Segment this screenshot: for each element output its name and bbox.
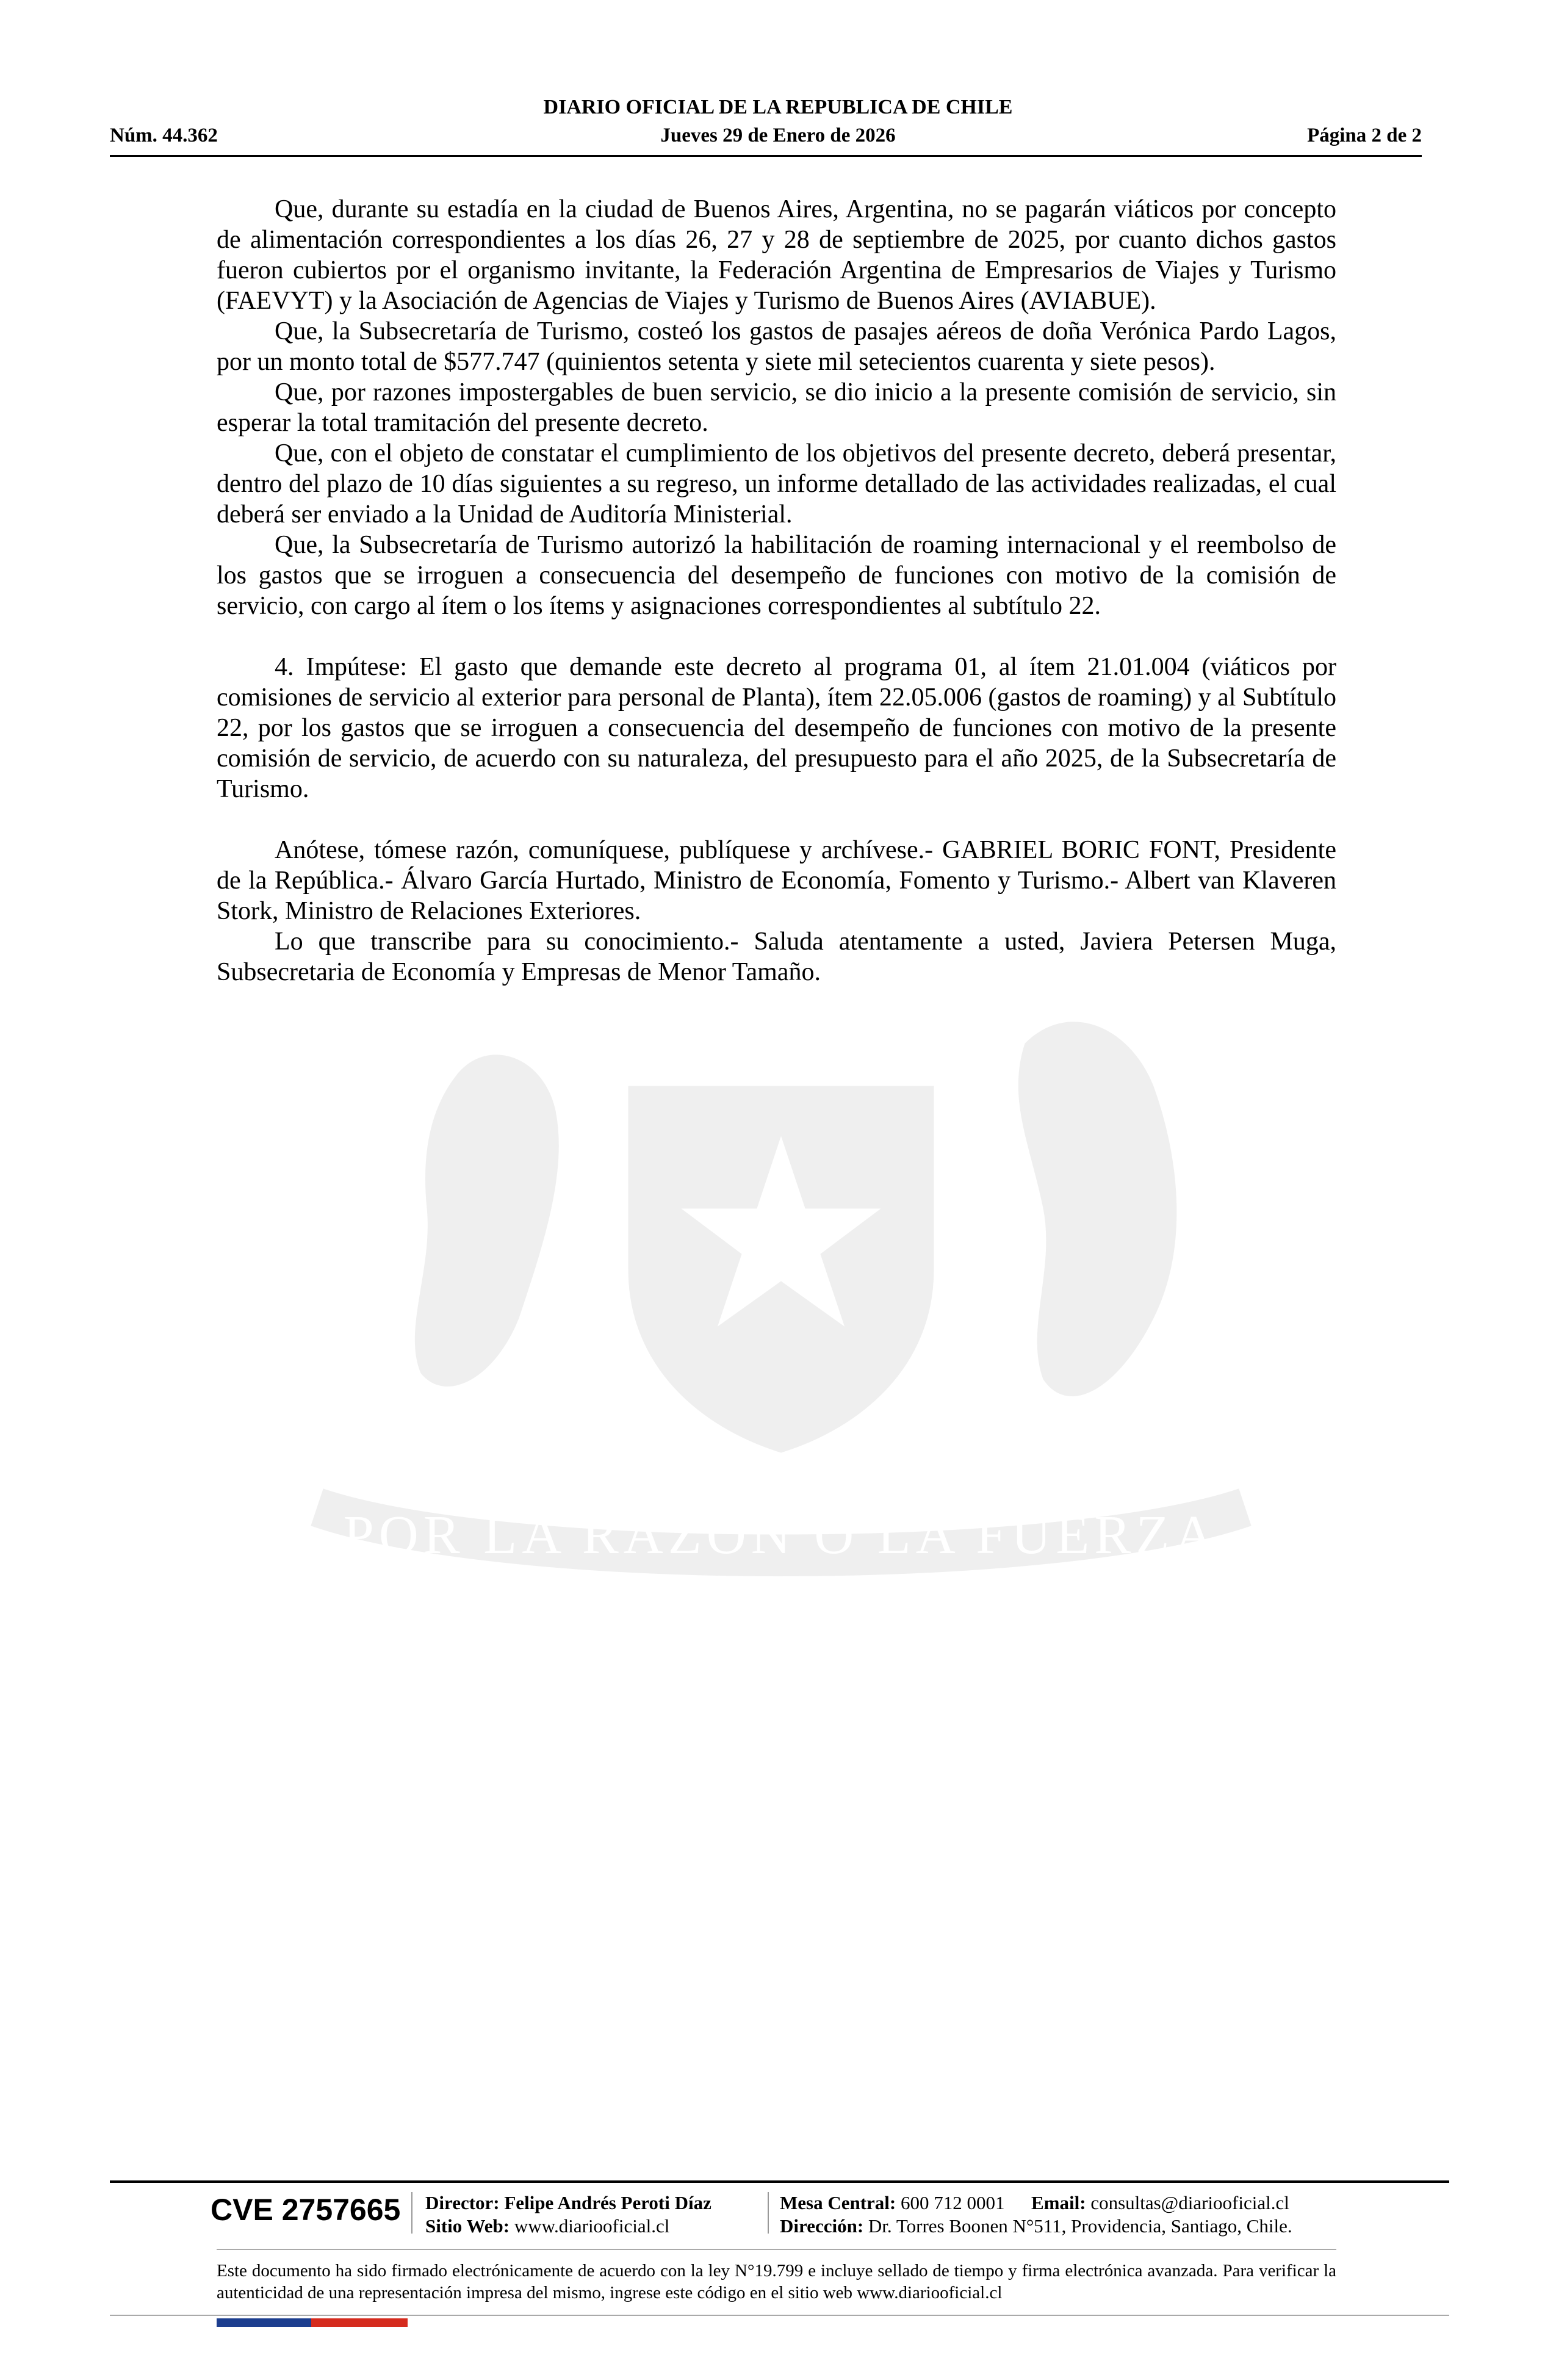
footer-address (780, 2215, 1292, 2237)
email-link[interactable]: consultas@diariooficial.cl (1090, 2192, 1289, 2213)
header-divider (110, 155, 1422, 157)
paragraph-roaming: Que, la Subsecretaría de Turismo autorizó la habilitación de roaming internacional y el reembolso de los gastos que se irroguen a consecuencia del desempeño de funciones con motivo de la comisión de servicio, con cargo al ítem o los ítems y asignaciones correspondientes al subtítulo 22. (217, 531, 1336, 620)
director-label: Director: (425, 2192, 500, 2213)
footer-separator (768, 2192, 769, 2234)
footer-divider-top (110, 2180, 1449, 2183)
coat-of-arms-watermark (201, 952, 1361, 1684)
footer-director (425, 2192, 711, 2214)
issue-number: Núm. 44.362 (110, 124, 218, 146)
condor-shape (1018, 1022, 1176, 1396)
flag-stripe-red (311, 2318, 408, 2327)
page-indicator: Página 2 de 2 (1307, 124, 1422, 146)
cve-code: CVE 2757665 (211, 2193, 401, 2227)
gazette-title: DIARIO OFICIAL DE LA REPUBLICA DE CHILE (543, 96, 1013, 118)
mesa-phone: 600 712 0001 (901, 2192, 1005, 2213)
flag-stripe-blue (217, 2318, 311, 2327)
email-label: Email: (1031, 2192, 1086, 2213)
decree-body (217, 194, 1336, 987)
direccion-label: Dirección: (780, 2215, 864, 2237)
director-name: Felipe Andrés Peroti Díaz (504, 2192, 711, 2213)
footer-divider-bottom (110, 2315, 1449, 2316)
paragraph-viaticos: Que, durante su estadía en la ciudad de Buenos Aires, Argentina, no se pagarán viáticos por concepto de alimentación correspondientes a los días 26, 27 y 28 de septiembre de 2025, por cuanto dichos gastos fueron cubiertos por el organismo invitante, la Federación Argentina de Empresarios de Viajes y Turismo (FAEVYT) y la Asociación de Agencias de Viajes y Turismo de Buenos Aires (AVIABUE). (217, 195, 1336, 315)
paragraph-pasajes: Que, la Subsecretaría de Turismo, costeó los gastos de pasajes aéreos de doña Verónica Pardo Lagos, por un monto total de $577.747 (quinientos setenta y siete mil setecientos cuarenta y siete pesos). (217, 317, 1336, 376)
spacer (217, 621, 1336, 652)
legal-notice: Este documento ha sido firmado electrónicamente de acuerdo con la ley N°19.799 e incluye sellado de tiempo y firma electrónica avanzada. Para verificar la autenticidad de una representación impresa del mismo, ingrese este código en el sitio web www.diariooficial.cl (217, 2261, 1336, 2302)
huemul-shape (415, 1055, 558, 1387)
paragraph-imputese: 4. Impútese: El gasto que demande este decreto al programa 01, al ítem 21.01.004 (viáticos por comisiones de servicio al exterior para personal de Planta), ítem 22.05.006 (gastos de roaming) y al Subtítulo 22, por los gastos que se irroguen a consecuencia del desempeño de funciones con motivo de la presente comisión de servicio, de acuerdo con su naturaleza, del presupuesto para el año 2025, de la Subsecretaría de Turismo. (217, 653, 1336, 803)
mesa-label: Mesa Central: (780, 2192, 896, 2213)
spacer (217, 804, 1336, 835)
paragraph-informe: Que, con el objeto de constatar el cumplimiento de los objetivos del presente decreto, deberá presentar, dentro del plazo de 10 días siguientes a su regreso, un informe detallado de las actividades realizadas, el cual deberá ser enviado a la Unidad de Auditoría Ministerial. (217, 439, 1336, 528)
website-link[interactable]: www.diariooficial.cl (514, 2215, 670, 2237)
paragraph-inicio-comision: Que, por razones impostergables de buen servicio, se dio inicio a la presente comisión de servicio, sin esperar la total tramitación del presente decreto. (217, 378, 1336, 437)
footer-divider-mid (217, 2249, 1336, 2250)
footer-separator (411, 2192, 412, 2234)
footer-website (425, 2215, 669, 2237)
paragraph-transcribe: Lo que transcribe para su conocimiento.- Saluda atentamente a usted, Javiera Petersen Muga, Subsecretaria de Economía y Empresas de Menor Tamaño. (217, 928, 1336, 986)
motto-text: POR LA RAZÓN O LA FUERZA (343, 1505, 1219, 1565)
footer-contact (780, 2192, 1289, 2214)
website-label: Sitio Web: (425, 2215, 510, 2237)
direccion-value: Dr. Torres Boonen N°511, Providencia, Santiago, Chile. (868, 2215, 1292, 2237)
paragraph-anotese: Anótese, tómese razón, comuníquese, publíquese y archívese.- GABRIEL BORIC FONT, Presidente de la República.- Álvaro García Hurtado, Ministro de Economía, Fomento y Turismo.- Albert van Klaveren Stork, Ministro de Relaciones Exteriores. (217, 836, 1336, 925)
issue-date: Jueves 29 de Enero de 2026 (660, 124, 896, 146)
